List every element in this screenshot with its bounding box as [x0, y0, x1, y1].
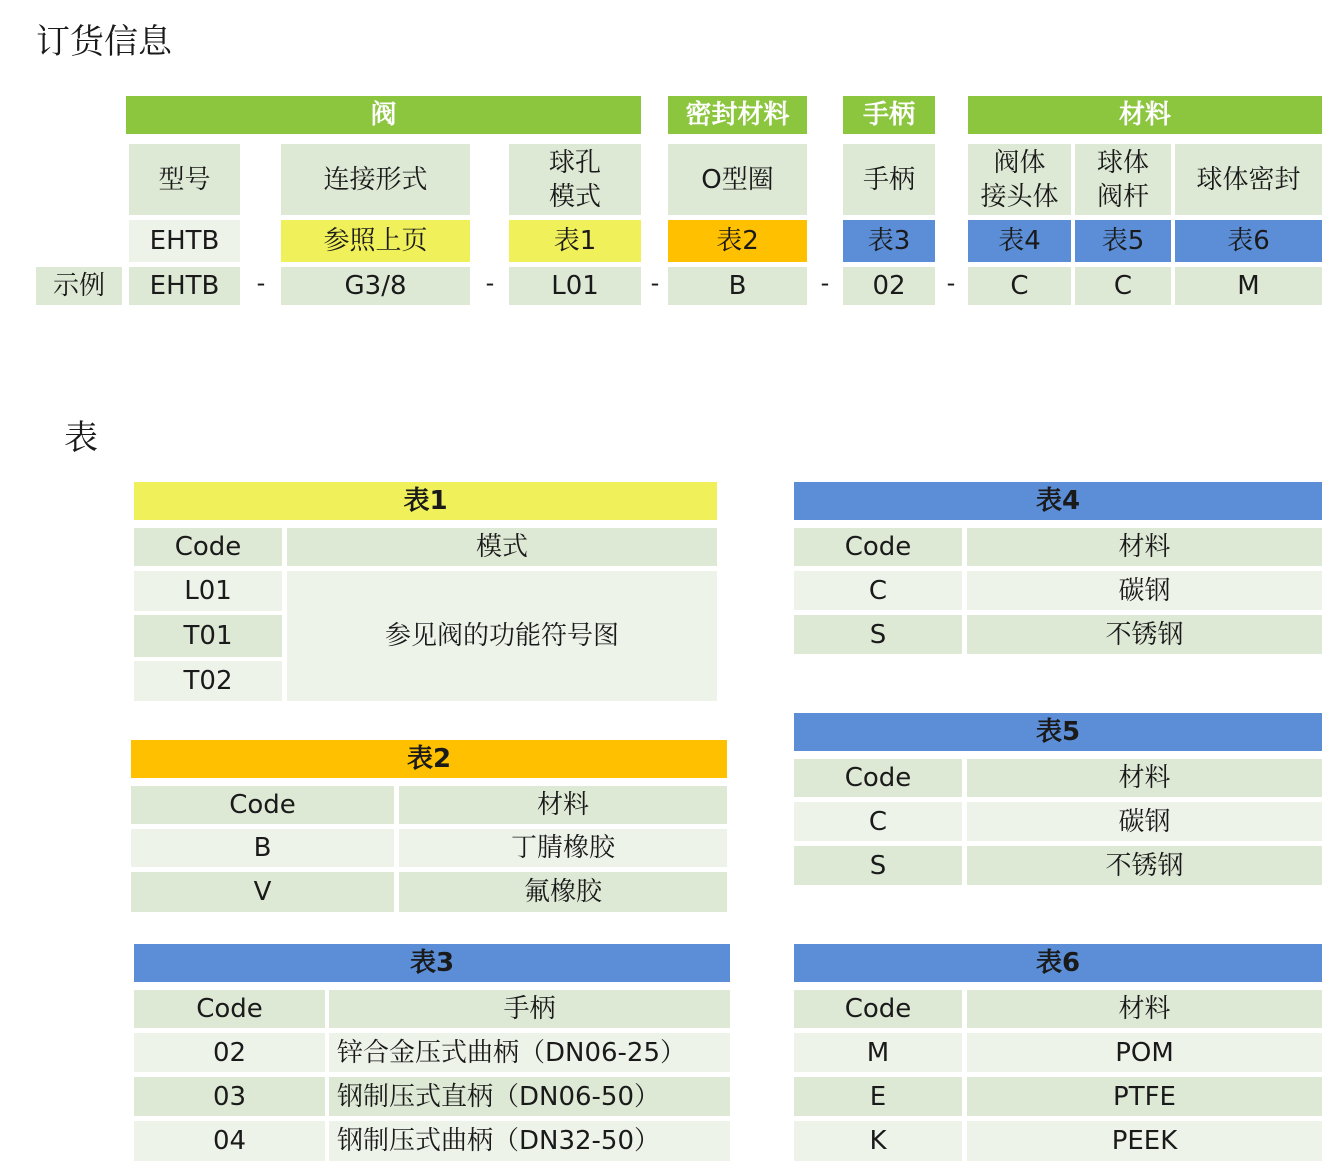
table-cell-desc: 丁腈橡胶	[399, 829, 727, 867]
header-line: 阀体	[993, 147, 1046, 178]
table-cell-code: 03	[134, 1077, 325, 1116]
column-header-code: Code	[131, 786, 394, 824]
column-header-material: 材料	[967, 528, 1322, 566]
table-cell-desc: 钢制压式直柄（DN06-50）	[329, 1077, 730, 1116]
page-title: 订货信息	[36, 22, 172, 62]
header-line: 接头体	[980, 181, 1059, 212]
separator: -	[946, 269, 956, 297]
example-ball-hole: L01	[509, 267, 641, 305]
example-oring: B	[668, 267, 807, 305]
example-model: EHTB	[129, 267, 240, 305]
header-handle: 手柄	[843, 144, 935, 215]
example-ball-seal: M	[1175, 267, 1322, 305]
group-valve: 阀	[126, 96, 641, 134]
example-body: C	[968, 267, 1071, 305]
column-header-code: Code	[794, 528, 962, 566]
column-header-code: Code	[794, 759, 962, 797]
column-header-material: 材料	[967, 990, 1322, 1028]
table-cell-desc: 锌合金压式曲柄（DN06-25）	[329, 1033, 730, 1072]
table-cell-code: M	[794, 1033, 962, 1072]
separator: -	[256, 269, 266, 297]
example-label: 示例	[36, 267, 122, 305]
header-line: 模式	[548, 181, 601, 212]
group-material: 材料	[968, 96, 1322, 134]
table-cell-code: V	[131, 872, 394, 912]
header-ball-hole-mode	[509, 144, 641, 215]
example-stem: C	[1075, 267, 1171, 305]
table-cell-desc: 碳钢	[967, 802, 1322, 841]
table-cell-desc: 氟橡胶	[399, 872, 727, 912]
group-handle: 手柄	[843, 96, 935, 134]
column-header-material: 材料	[399, 786, 727, 824]
ref-oring: 表2	[668, 220, 807, 262]
table-cell-code: B	[131, 829, 394, 867]
table-cell-code: S	[794, 846, 962, 885]
ref-stem: 表5	[1075, 220, 1171, 262]
example-handle: 02	[843, 267, 935, 305]
header-connection: 连接形式	[281, 144, 470, 215]
header-body-connector	[968, 144, 1071, 215]
column-header-handle: 手柄	[329, 990, 730, 1028]
table-title: 表4	[794, 482, 1322, 520]
ref-body: 表4	[968, 220, 1071, 262]
table-cell-code: C	[794, 802, 962, 841]
table-cell-code: S	[794, 615, 962, 654]
table-title: 表5	[794, 713, 1322, 751]
header-model: 型号	[129, 144, 240, 215]
table-cell-desc: 不锈钢	[967, 615, 1322, 654]
table-cell-desc: POM	[967, 1033, 1322, 1072]
column-header-mode: 模式	[287, 528, 717, 566]
header-line: 球体	[1096, 147, 1149, 178]
table-cell-code: T01	[134, 615, 282, 657]
table-cell-desc: PEEK	[967, 1121, 1322, 1161]
tables-heading: 表	[64, 418, 98, 458]
table-title: 表3	[134, 944, 730, 982]
table-cell-code: E	[794, 1077, 962, 1116]
header-line: 阀杆	[1096, 181, 1149, 212]
table-cell-desc: PTFE	[967, 1077, 1322, 1116]
table-cell-desc: 不锈钢	[967, 846, 1322, 885]
header-ball-seal: 球体密封	[1175, 144, 1322, 215]
group-seal-material: 密封材料	[668, 96, 807, 134]
table-cell-code: C	[794, 571, 962, 610]
table-cell-desc: 钢制压式曲柄（DN32-50）	[329, 1121, 730, 1161]
header-oring: O型圈	[668, 144, 807, 215]
table-cell-desc: 碳钢	[967, 571, 1322, 610]
separator: -	[650, 269, 660, 297]
column-header-material: 材料	[967, 759, 1322, 797]
merged-description: 参见阀的功能符号图	[287, 571, 717, 701]
table-cell-code: K	[794, 1121, 962, 1161]
separator: -	[485, 269, 495, 297]
column-header-code: Code	[134, 528, 282, 566]
table-cell-code: 02	[134, 1033, 325, 1072]
ref-handle: 表3	[843, 220, 935, 262]
table-cell-code: T02	[134, 661, 282, 701]
table-cell-code: L01	[134, 571, 282, 611]
ref-ball-seal: 表6	[1175, 220, 1322, 262]
header-line: 球孔	[548, 147, 601, 178]
example-connection: G3/8	[281, 267, 470, 305]
ref-connection: 参照上页	[281, 220, 470, 262]
table-cell-code: 04	[134, 1121, 325, 1161]
column-header-code: Code	[794, 990, 962, 1028]
header-ball-stem	[1075, 144, 1171, 215]
table-title: 表2	[131, 740, 727, 778]
ref-ball-hole: 表1	[509, 220, 641, 262]
column-header-code: Code	[134, 990, 325, 1028]
table-title: 表6	[794, 944, 1322, 982]
ref-model: EHTB	[129, 220, 240, 262]
table-title: 表1	[134, 482, 717, 520]
separator: -	[820, 269, 830, 297]
